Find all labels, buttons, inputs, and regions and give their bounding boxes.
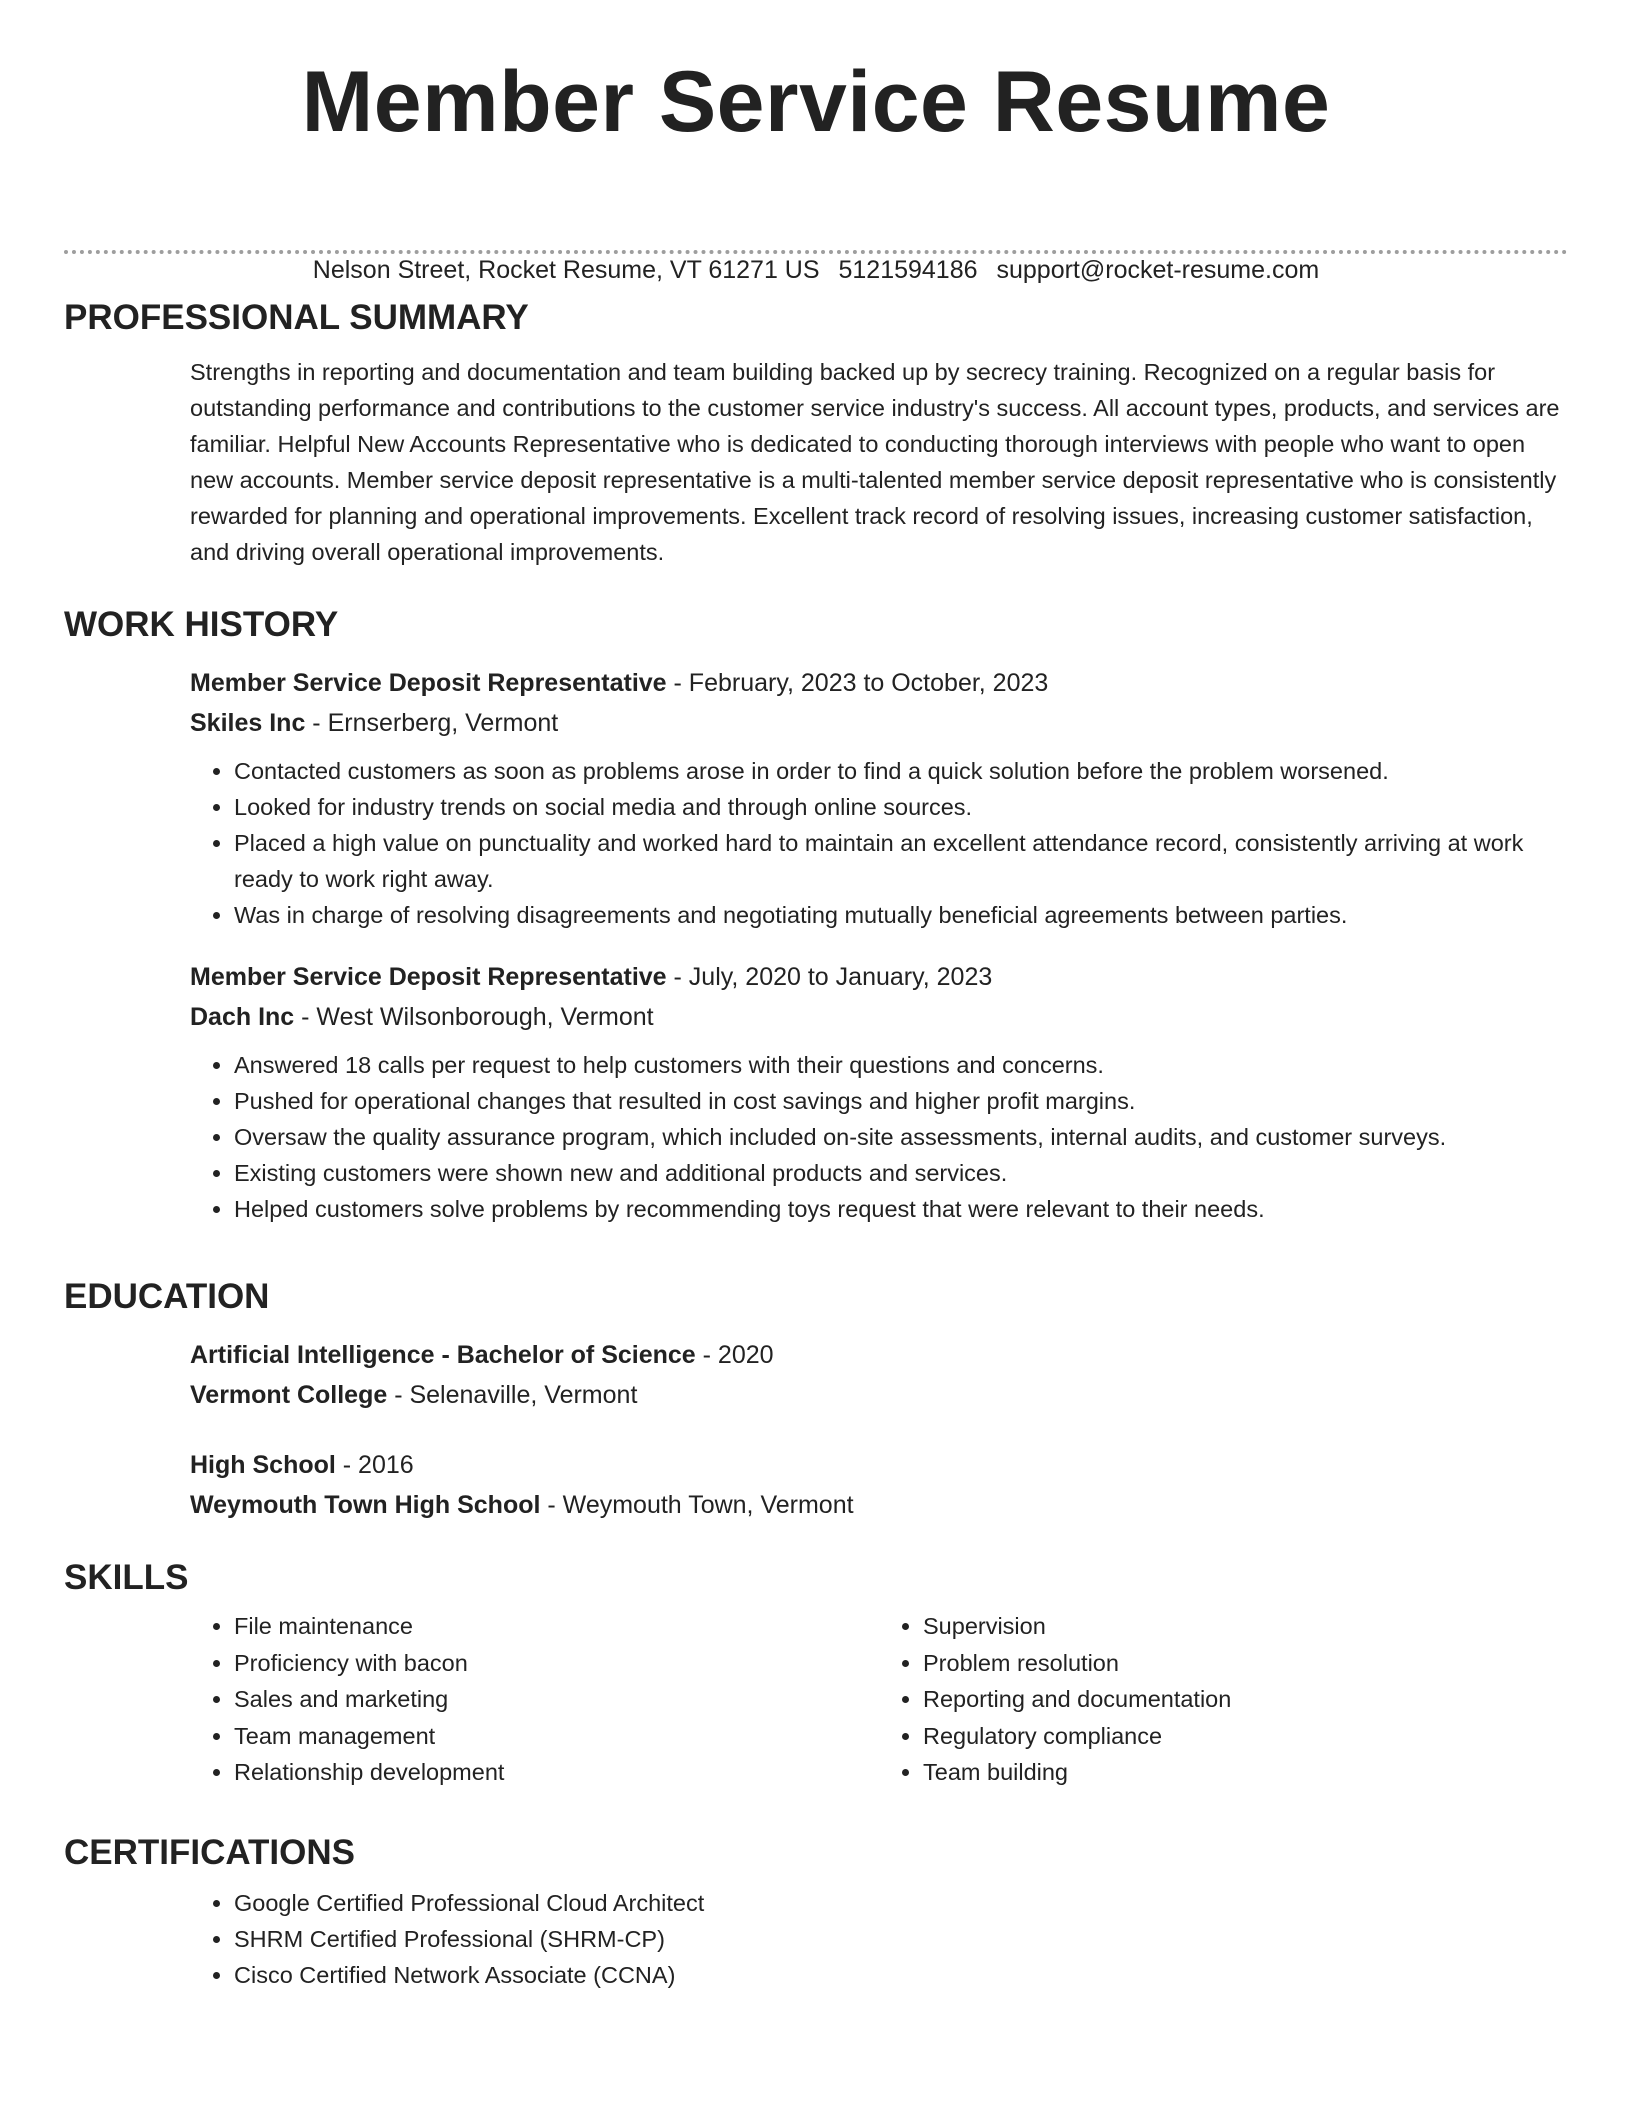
job-bullets xyxy=(190,1047,1568,1227)
job-dates: - February, 2023 to October, 2023 xyxy=(666,669,1049,697)
list-item: • Helped customers solve problems by recommending toys request that were relevant to their needs. xyxy=(234,1191,1568,1227)
skills-section xyxy=(64,1556,1568,1791)
list-item: • Sales and marketing xyxy=(234,1681,879,1718)
certifications-heading: CERTIFICATIONS xyxy=(64,1833,356,1872)
work-heading: WORK HISTORY xyxy=(64,605,339,644)
skills-list-right xyxy=(879,1608,1568,1791)
school-line xyxy=(190,1485,1568,1525)
job-title: Member Service Deposit Representative xyxy=(190,963,667,991)
education-heading: EDUCATION xyxy=(64,1277,270,1316)
job-dates: - July, 2020 to January, 2023 xyxy=(666,963,993,991)
degree: High School xyxy=(190,1451,336,1479)
list-item: • Team management xyxy=(234,1718,879,1755)
summary-heading: PROFESSIONAL SUMMARY xyxy=(64,298,529,337)
header-divider xyxy=(64,250,1568,254)
school-location: - Selenaville, Vermont xyxy=(387,1381,638,1409)
degree-year: - 2016 xyxy=(335,1451,414,1479)
list-item: • Google Certified Professional Cloud Architect xyxy=(234,1885,1568,1921)
degree-year: - 2020 xyxy=(695,1341,774,1369)
list-item: • Oversaw the quality assurance program, which included on-site assessments, internal audits, and customer surveys. xyxy=(234,1119,1568,1155)
list-item: • SHRM Certified Professional (SHRM-CP) xyxy=(234,1921,1568,1957)
job-bullets xyxy=(190,753,1568,933)
certifications-block xyxy=(190,1885,1568,1993)
list-item: • Problem resolution xyxy=(923,1645,1568,1682)
skills-columns xyxy=(190,1600,1568,1791)
list-item: • File maintenance xyxy=(234,1608,879,1645)
certifications-section xyxy=(64,1831,1568,1993)
job-company-line xyxy=(190,703,1568,743)
job-entry xyxy=(190,957,1568,1227)
contact-phone: 5121594186 xyxy=(838,256,978,284)
job-company-line xyxy=(190,997,1568,1037)
list-item: • Placed a high value on punctuality and worked hard to maintain an excellent attendance record, consistently arriving at work ready to work right away. xyxy=(234,825,1568,897)
certifications-list xyxy=(190,1885,1568,1993)
contact-address: Nelson Street, Rocket Resume, VT 61271 US xyxy=(312,256,820,284)
degree: Artificial Intelligence - Bachelor of Science xyxy=(190,1341,696,1369)
education-section xyxy=(64,1275,1568,1525)
work-section xyxy=(64,603,1568,1227)
job-title: Member Service Deposit Representative xyxy=(190,669,667,697)
skills-heading: SKILLS xyxy=(64,1558,189,1597)
list-item: • Reporting and documentation xyxy=(923,1681,1568,1718)
list-item: • Relationship development xyxy=(234,1754,879,1791)
list-item: • Team building xyxy=(923,1754,1568,1791)
summary-section xyxy=(64,296,1568,570)
degree-line xyxy=(190,1445,1568,1485)
list-item: • Proficiency with bacon xyxy=(234,1645,879,1682)
school-line xyxy=(190,1375,1568,1415)
job-title-line xyxy=(190,957,1568,997)
contact-email: support@rocket-resume.com xyxy=(996,256,1320,284)
job-title-line xyxy=(190,663,1568,703)
resume-title: Member Service Resume xyxy=(301,54,1331,150)
skills-list-left xyxy=(190,1608,879,1791)
list-item: • Supervision xyxy=(923,1608,1568,1645)
list-item: • Was in charge of resolving disagreements and negotiating mutually beneficial agreements between parties. xyxy=(234,897,1568,933)
school: Vermont College xyxy=(190,1381,388,1409)
contact-line xyxy=(0,254,1632,286)
list-item: • Pushed for operational changes that resulted in cost savings and higher profit margins. xyxy=(234,1083,1568,1119)
list-item: • Looked for industry trends on social media and through online sources. xyxy=(234,789,1568,825)
list-item: • Cisco Certified Network Associate (CCNA) xyxy=(234,1957,1568,1993)
job-company: Skiles Inc xyxy=(190,709,306,737)
job-location: - Ernserberg, Vermont xyxy=(305,709,559,737)
school: Weymouth Town High School xyxy=(190,1491,541,1519)
list-item: • Existing customers were shown new and additional products and services. xyxy=(234,1155,1568,1191)
education-entry xyxy=(190,1445,1568,1525)
summary-text: Strengths in reporting and documentation and team building backed up by secrecy training. Recognized on a regular basis for outstanding performance and contributions to the customer service industry's success. All account types, products, and services are familiar. Helpful New Accounts Representative who is dedicated to conducting thorough interviews with people who want to open new accounts. Member service deposit representative is a multi-talented member service deposit representative who is consistently rewarded for planning and operational improvements. Excellent track record of resolving issues, increasing customer satisfaction, and driving overall operational improvements. xyxy=(190,359,1560,565)
school-location: - Weymouth Town, Vermont xyxy=(540,1491,854,1519)
job-company: Dach Inc xyxy=(190,1003,295,1031)
list-item: • Regulatory compliance xyxy=(923,1718,1568,1755)
list-item: • Contacted customers as soon as problems arose in order to find a quick solution before the problem worsened. xyxy=(234,753,1568,789)
job-entry xyxy=(190,663,1568,933)
degree-line xyxy=(190,1335,1568,1375)
job-location: - West Wilsonborough, Vermont xyxy=(294,1003,654,1031)
list-item: • Answered 18 calls per request to help customers with their questions and concerns. xyxy=(234,1047,1568,1083)
education-entry xyxy=(190,1335,1568,1415)
